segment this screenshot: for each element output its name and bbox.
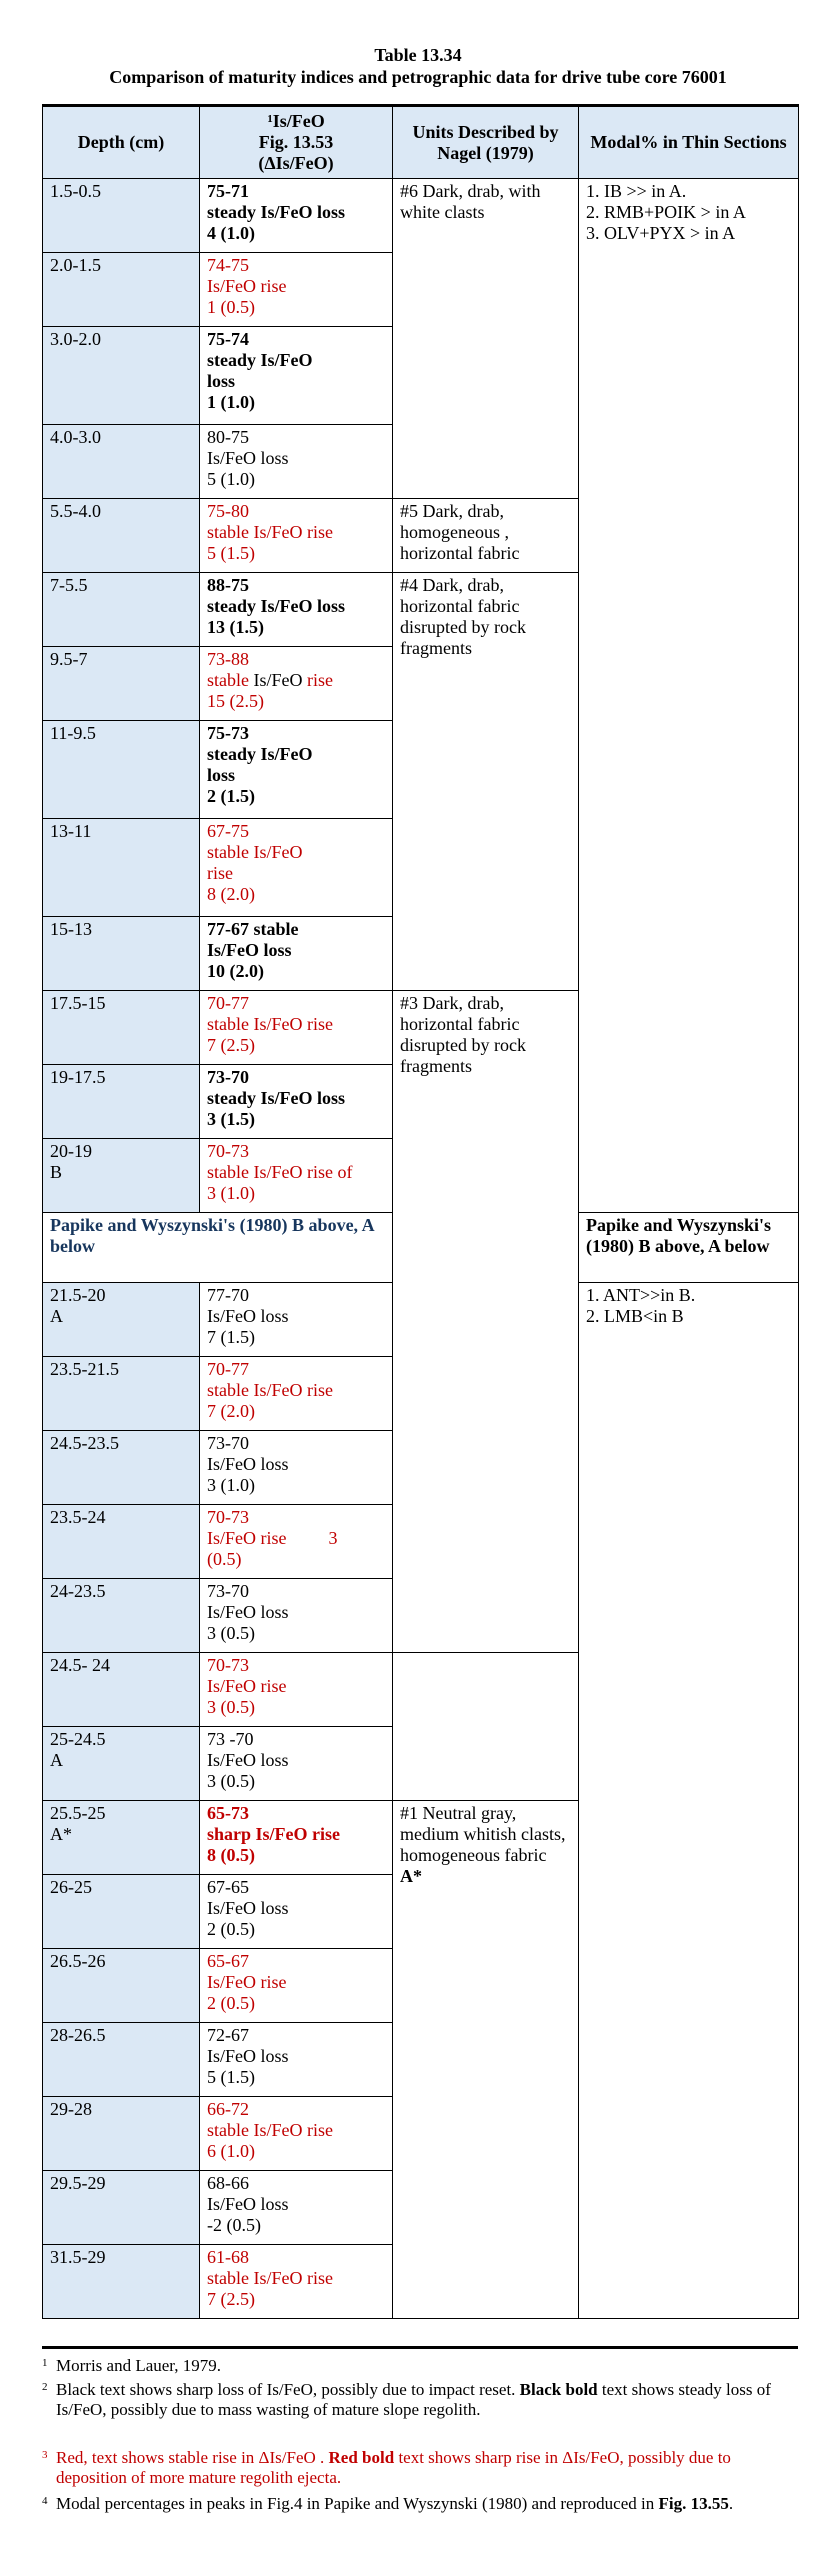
modal-item: 1. IB >> in A. bbox=[586, 181, 687, 201]
header-isfeo-l1: Is/FeO bbox=[272, 111, 325, 131]
depth-marker: A bbox=[50, 1750, 63, 1770]
isfeo-desc: Is/FeO bbox=[253, 670, 307, 690]
isfeo-cell bbox=[200, 1283, 393, 1357]
isfeo-delta: -2 (0.5) bbox=[207, 2215, 261, 2235]
isfeo-range: 75-73 bbox=[207, 723, 249, 743]
header-depth: Depth (cm) bbox=[43, 106, 200, 179]
table-title: Comparison of maturity indices and petrographic data for drive tube core 76001 bbox=[109, 67, 727, 87]
depth-cell: 1.5-0.5 bbox=[43, 179, 200, 253]
footnote-text: Black text shows sharp loss of Is/FeO, possibly due to impact reset. bbox=[56, 2380, 520, 2399]
depth-cell: 19-17.5 bbox=[43, 1065, 200, 1139]
footnote-text: Morris and Lauer, 1979. bbox=[56, 2356, 222, 2375]
isfeo-range: 67-65 bbox=[207, 1877, 249, 1897]
unit-1-cell bbox=[393, 1801, 579, 2319]
depth-cell: 28-26.5 bbox=[43, 2023, 200, 2097]
isfeo-cell bbox=[200, 991, 393, 1065]
footnote-emphasis: Red bold bbox=[328, 2448, 395, 2467]
isfeo-cell bbox=[200, 1065, 393, 1139]
isfeo-delta: 1 (0.5) bbox=[207, 297, 255, 317]
isfeo-delta: 7 (2.0) bbox=[207, 1401, 255, 1421]
footnote-emphasis: Black bold bbox=[519, 2380, 598, 2399]
isfeo-cell bbox=[200, 1727, 393, 1801]
isfeo-delta: 3 (1.0) bbox=[207, 1475, 255, 1495]
depth-marker: B bbox=[50, 1162, 63, 1182]
depth-cell: 29-28 bbox=[43, 2097, 200, 2171]
depth-cell: 11-9.5 bbox=[43, 721, 200, 819]
table-bottom-rule bbox=[42, 2346, 798, 2349]
isfeo-desc: loss bbox=[207, 765, 236, 785]
isfeo-desc: steady Is/FeO bbox=[207, 744, 313, 764]
isfeo-desc: stable Is/FeO rise of bbox=[207, 1162, 353, 1182]
isfeo-delta: 8 (2.0) bbox=[207, 884, 255, 904]
depth-range: 20-19 bbox=[50, 1141, 92, 1161]
header-isfeo-l2: Fig. 13.53 bbox=[258, 132, 334, 152]
header-modal: Modal% in Thin Sections bbox=[579, 106, 799, 179]
isfeo-delta: 7 (2.5) bbox=[207, 2289, 255, 2309]
isfeo-cell bbox=[200, 721, 393, 819]
isfeo-delta: 6 (1.0) bbox=[207, 2141, 255, 2161]
isfeo-delta: 13 (1.5) bbox=[207, 617, 264, 637]
unit-4-cell: #4 Dark, drab, horizontal fabric disrupted by rock fragments bbox=[393, 573, 579, 991]
footnote-number: 1 bbox=[42, 2357, 48, 2369]
unit-3-cell: #3 Dark, drab, horizontal fabric disrupted by rock fragments bbox=[393, 991, 579, 1653]
isfeo-desc: Is/FeO rise bbox=[207, 1528, 287, 1548]
isfeo-delta: 3 bbox=[328, 1528, 338, 1548]
isfeo-delta: 3 (0.5) bbox=[207, 1697, 255, 1717]
isfeo-desc: Is/FeO loss bbox=[207, 1602, 289, 1622]
isfeo-cell bbox=[200, 2023, 393, 2097]
isfeo-cell bbox=[200, 1139, 393, 1213]
isfeo-cell bbox=[200, 1431, 393, 1505]
isfeo-cell bbox=[200, 327, 393, 425]
isfeo-delta: 8 (0.5) bbox=[207, 1845, 255, 1865]
depth-cell: 17.5-15 bbox=[43, 991, 200, 1065]
isfeo-range: 80-75 bbox=[207, 427, 249, 447]
isfeo-cell bbox=[200, 1505, 393, 1579]
depth-cell: 13-11 bbox=[43, 819, 200, 917]
modal-item: 3. OLV+PYX > in A bbox=[586, 223, 736, 243]
isfeo-desc: stable Is/FeO rise bbox=[207, 1014, 333, 1034]
isfeo-delta: 2 (1.5) bbox=[207, 786, 255, 806]
isfeo-delta: 15 (2.5) bbox=[207, 691, 264, 711]
separator-note: Papike and Wyszynski's (1980) B above, A below bbox=[43, 1213, 393, 1283]
isfeo-delta: 5 (1.0) bbox=[207, 469, 255, 489]
isfeo-delta: 3 (1.0) bbox=[207, 1183, 255, 1203]
isfeo-desc: steady Is/FeO bbox=[207, 350, 313, 370]
depth-marker: A bbox=[50, 1306, 63, 1326]
isfeo-desc: stable Is/FeO rise bbox=[207, 2268, 333, 2288]
depth-cell: 29.5-29 bbox=[43, 2171, 200, 2245]
depth-cell: 5.5-4.0 bbox=[43, 499, 200, 573]
isfeo-range: 75-74 bbox=[207, 329, 249, 349]
isfeo-range: 75-80 bbox=[207, 501, 249, 521]
footnote-2 bbox=[42, 2380, 802, 2420]
isfeo-range: 70-73 bbox=[207, 1655, 249, 1675]
isfeo-range: 73 -70 bbox=[207, 1729, 254, 1749]
isfeo-range: 73-70 bbox=[207, 1067, 249, 1087]
isfeo-delta: 2 (0.5) bbox=[207, 1919, 255, 1939]
isfeo-desc: stable Is/FeO rise bbox=[207, 522, 333, 542]
isfeo-delta: 1 (1.0) bbox=[207, 392, 255, 412]
unit-5-cell: #5 Dark, drab, homogeneous , horizontal fabric bbox=[393, 499, 579, 573]
isfeo-cell bbox=[200, 647, 393, 721]
depth-cell: 24.5-23.5 bbox=[43, 1431, 200, 1505]
table-row bbox=[43, 179, 799, 253]
isfeo-desc: rise bbox=[307, 670, 333, 690]
isfeo-delta: 4 (1.0) bbox=[207, 223, 255, 243]
isfeo-range: 73-70 bbox=[207, 1581, 249, 1601]
isfeo-delta: 10 (2.0) bbox=[207, 961, 264, 981]
unit-1-text: #1 Neutral gray, medium whitish clasts, homogeneous fabric bbox=[400, 1803, 566, 1865]
isfeo-desc: steady Is/FeO loss bbox=[207, 202, 346, 222]
modal-separator-note: Papike and Wyszynski's (1980) B above, A below bbox=[579, 1213, 799, 1283]
depth-marker: A* bbox=[50, 1824, 72, 1844]
modal-item: 2. RMB+POIK > in A bbox=[586, 202, 746, 222]
isfeo-desc: steady Is/FeO loss bbox=[207, 1088, 346, 1108]
isfeo-range: 65-67 bbox=[207, 1951, 249, 1971]
isfeo-desc: loss bbox=[207, 371, 236, 391]
isfeo-desc: steady Is/FeO loss bbox=[207, 596, 346, 616]
isfeo-cell bbox=[200, 425, 393, 499]
depth-cell: 24-23.5 bbox=[43, 1579, 200, 1653]
data-table bbox=[42, 104, 799, 2319]
isfeo-desc: Is/FeO rise bbox=[207, 276, 287, 296]
header-isfeo-l3: (ΔIs/FeO) bbox=[258, 153, 334, 173]
isfeo-delta: 7 (1.5) bbox=[207, 1327, 255, 1347]
depth-cell: 31.5-29 bbox=[43, 2245, 200, 2319]
isfeo-cell bbox=[200, 1653, 393, 1727]
depth-cell: 23.5-21.5 bbox=[43, 1357, 200, 1431]
isfeo-delta: 5 (1.5) bbox=[207, 2067, 255, 2087]
depth-cell: 4.0-3.0 bbox=[43, 425, 200, 499]
isfeo-desc: Is/FeO rise bbox=[207, 1676, 287, 1696]
isfeo-desc: Is/FeO loss bbox=[207, 448, 289, 468]
isfeo-cell bbox=[200, 1949, 393, 2023]
depth-cell bbox=[43, 1283, 200, 1357]
isfeo-cell bbox=[200, 2171, 393, 2245]
depth-cell bbox=[43, 1801, 200, 1875]
modal-cell-lower bbox=[579, 1283, 799, 2319]
isfeo-desc: Is/FeO loss bbox=[207, 2194, 289, 2214]
isfeo-range: 73-70 bbox=[207, 1433, 249, 1453]
isfeo-range: 67-75 bbox=[207, 821, 249, 841]
depth-cell bbox=[43, 1139, 200, 1213]
isfeo-delta: 5 (1.5) bbox=[207, 543, 255, 563]
isfeo-desc: rise bbox=[207, 863, 233, 883]
footnote-4 bbox=[42, 2494, 802, 2514]
isfeo-delta: 2 (0.5) bbox=[207, 1993, 255, 2013]
footnote-emphasis: Fig. 13.55 bbox=[658, 2494, 729, 2513]
isfeo-cell bbox=[200, 917, 393, 991]
isfeo-range: 70-73 bbox=[207, 1141, 249, 1161]
isfeo-delta: 7 (2.5) bbox=[207, 1035, 255, 1055]
isfeo-cell bbox=[200, 1357, 393, 1431]
footnote-text: Red, text shows stable rise in ΔIs/FeO . bbox=[56, 2448, 329, 2467]
depth-cell: 26-25 bbox=[43, 1875, 200, 1949]
isfeo-desc: stable bbox=[207, 670, 254, 690]
depth-range: 25-24.5 bbox=[50, 1729, 106, 1749]
isfeo-range: 72-67 bbox=[207, 2025, 249, 2045]
isfeo-cell bbox=[200, 1875, 393, 1949]
isfeo-range: 70-73 bbox=[207, 1507, 249, 1527]
depth-cell: 23.5-24 bbox=[43, 1505, 200, 1579]
isfeo-cell bbox=[200, 499, 393, 573]
isfeo-range: 70-77 bbox=[207, 1359, 249, 1379]
depth-cell: 24.5- 24 bbox=[43, 1653, 200, 1727]
isfeo-cell bbox=[200, 1579, 393, 1653]
depth-cell: 9.5-7 bbox=[43, 647, 200, 721]
unit-1-marker: A* bbox=[400, 1866, 422, 1886]
footnote-3 bbox=[42, 2448, 802, 2488]
isfeo-range: 66-72 bbox=[207, 2099, 249, 2119]
modal-item: 1. ANT>>in B. bbox=[586, 1285, 696, 1305]
depth-cell: 26.5-26 bbox=[43, 1949, 200, 2023]
isfeo-range: 65-73 bbox=[207, 1803, 249, 1823]
footnote-text: Modal percentages in peaks in Fig.4 in Papike and Wyszynski (1980) and reproduced in bbox=[56, 2494, 659, 2513]
isfeo-desc: Is/FeO loss bbox=[207, 1306, 289, 1326]
isfeo-cell bbox=[200, 2097, 393, 2171]
isfeo-range: 73-88 bbox=[207, 649, 249, 669]
isfeo-cell bbox=[200, 1801, 393, 1875]
isfeo-cell bbox=[200, 2245, 393, 2319]
isfeo-delta: 3 (0.5) bbox=[207, 1623, 255, 1643]
isfeo-desc: stable Is/FeO bbox=[207, 842, 303, 862]
isfeo-delta: (0.5) bbox=[207, 1549, 242, 1569]
depth-cell: 7-5.5 bbox=[43, 573, 200, 647]
isfeo-range: 75-71 bbox=[207, 181, 249, 201]
isfeo-cell bbox=[200, 819, 393, 917]
isfeo-desc: Is/FeO loss bbox=[207, 1454, 289, 1474]
depth-range: 21.5-20 bbox=[50, 1285, 106, 1305]
footnote-text: text shows sharp rise in ΔIs/FeO, possibly due to deposition of more mature regolith ejecta. bbox=[56, 2448, 731, 2487]
modal-item: 2. LMB<in B bbox=[586, 1306, 684, 1326]
header-isfeo bbox=[200, 106, 393, 179]
isfeo-range: 77-70 bbox=[207, 1285, 249, 1305]
isfeo-range: 70-77 bbox=[207, 993, 249, 1013]
isfeo-desc: stable Is/FeO rise bbox=[207, 2120, 333, 2140]
isfeo-range: 77-67 stable bbox=[207, 919, 299, 939]
isfeo-desc: Is/FeO loss bbox=[207, 1750, 289, 1770]
isfeo-desc: Is/FeO rise bbox=[207, 1972, 287, 1992]
unit-6-cell: #6 Dark, drab, with white clasts bbox=[393, 179, 579, 499]
depth-cell: 2.0-1.5 bbox=[43, 253, 200, 327]
isfeo-desc: stable Is/FeO rise bbox=[207, 1380, 333, 1400]
isfeo-range: 74-75 bbox=[207, 255, 249, 275]
modal-cell-upper bbox=[579, 179, 799, 1213]
isfeo-range: 61-68 bbox=[207, 2247, 249, 2267]
isfeo-desc: sharp Is/FeO rise bbox=[207, 1824, 340, 1844]
isfeo-range: 88-75 bbox=[207, 575, 249, 595]
isfeo-cell bbox=[200, 573, 393, 647]
footnote-number: 3 bbox=[42, 2449, 48, 2461]
isfeo-delta: 3 (1.5) bbox=[207, 1109, 255, 1129]
footnote-text: text shows steady loss of Is/FeO, possibly due to mass wasting of mature slope regolith. bbox=[56, 2380, 771, 2419]
table-number: Table 13.34 bbox=[374, 45, 462, 65]
footnote-text: . bbox=[728, 2494, 734, 2513]
depth-range: 25.5-25 bbox=[50, 1803, 106, 1823]
header-row bbox=[43, 106, 799, 179]
depth-cell: 15-13 bbox=[43, 917, 200, 991]
footnote-number: 4 bbox=[42, 2495, 48, 2507]
footnote-1 bbox=[42, 2356, 802, 2376]
isfeo-desc: Is/FeO loss bbox=[207, 940, 292, 960]
header-isfeo-footnote: 1 bbox=[267, 113, 273, 125]
header-units: Units Described by Nagel (1979) bbox=[393, 106, 579, 179]
isfeo-range: 68-66 bbox=[207, 2173, 249, 2193]
depth-cell: 3.0-2.0 bbox=[43, 327, 200, 425]
isfeo-cell bbox=[200, 179, 393, 253]
isfeo-cell bbox=[200, 253, 393, 327]
depth-cell bbox=[43, 1727, 200, 1801]
footnote-number: 2 bbox=[42, 2381, 48, 2393]
isfeo-delta: 3 (0.5) bbox=[207, 1771, 255, 1791]
isfeo-desc: Is/FeO loss bbox=[207, 2046, 289, 2066]
isfeo-desc: Is/FeO loss bbox=[207, 1898, 289, 1918]
